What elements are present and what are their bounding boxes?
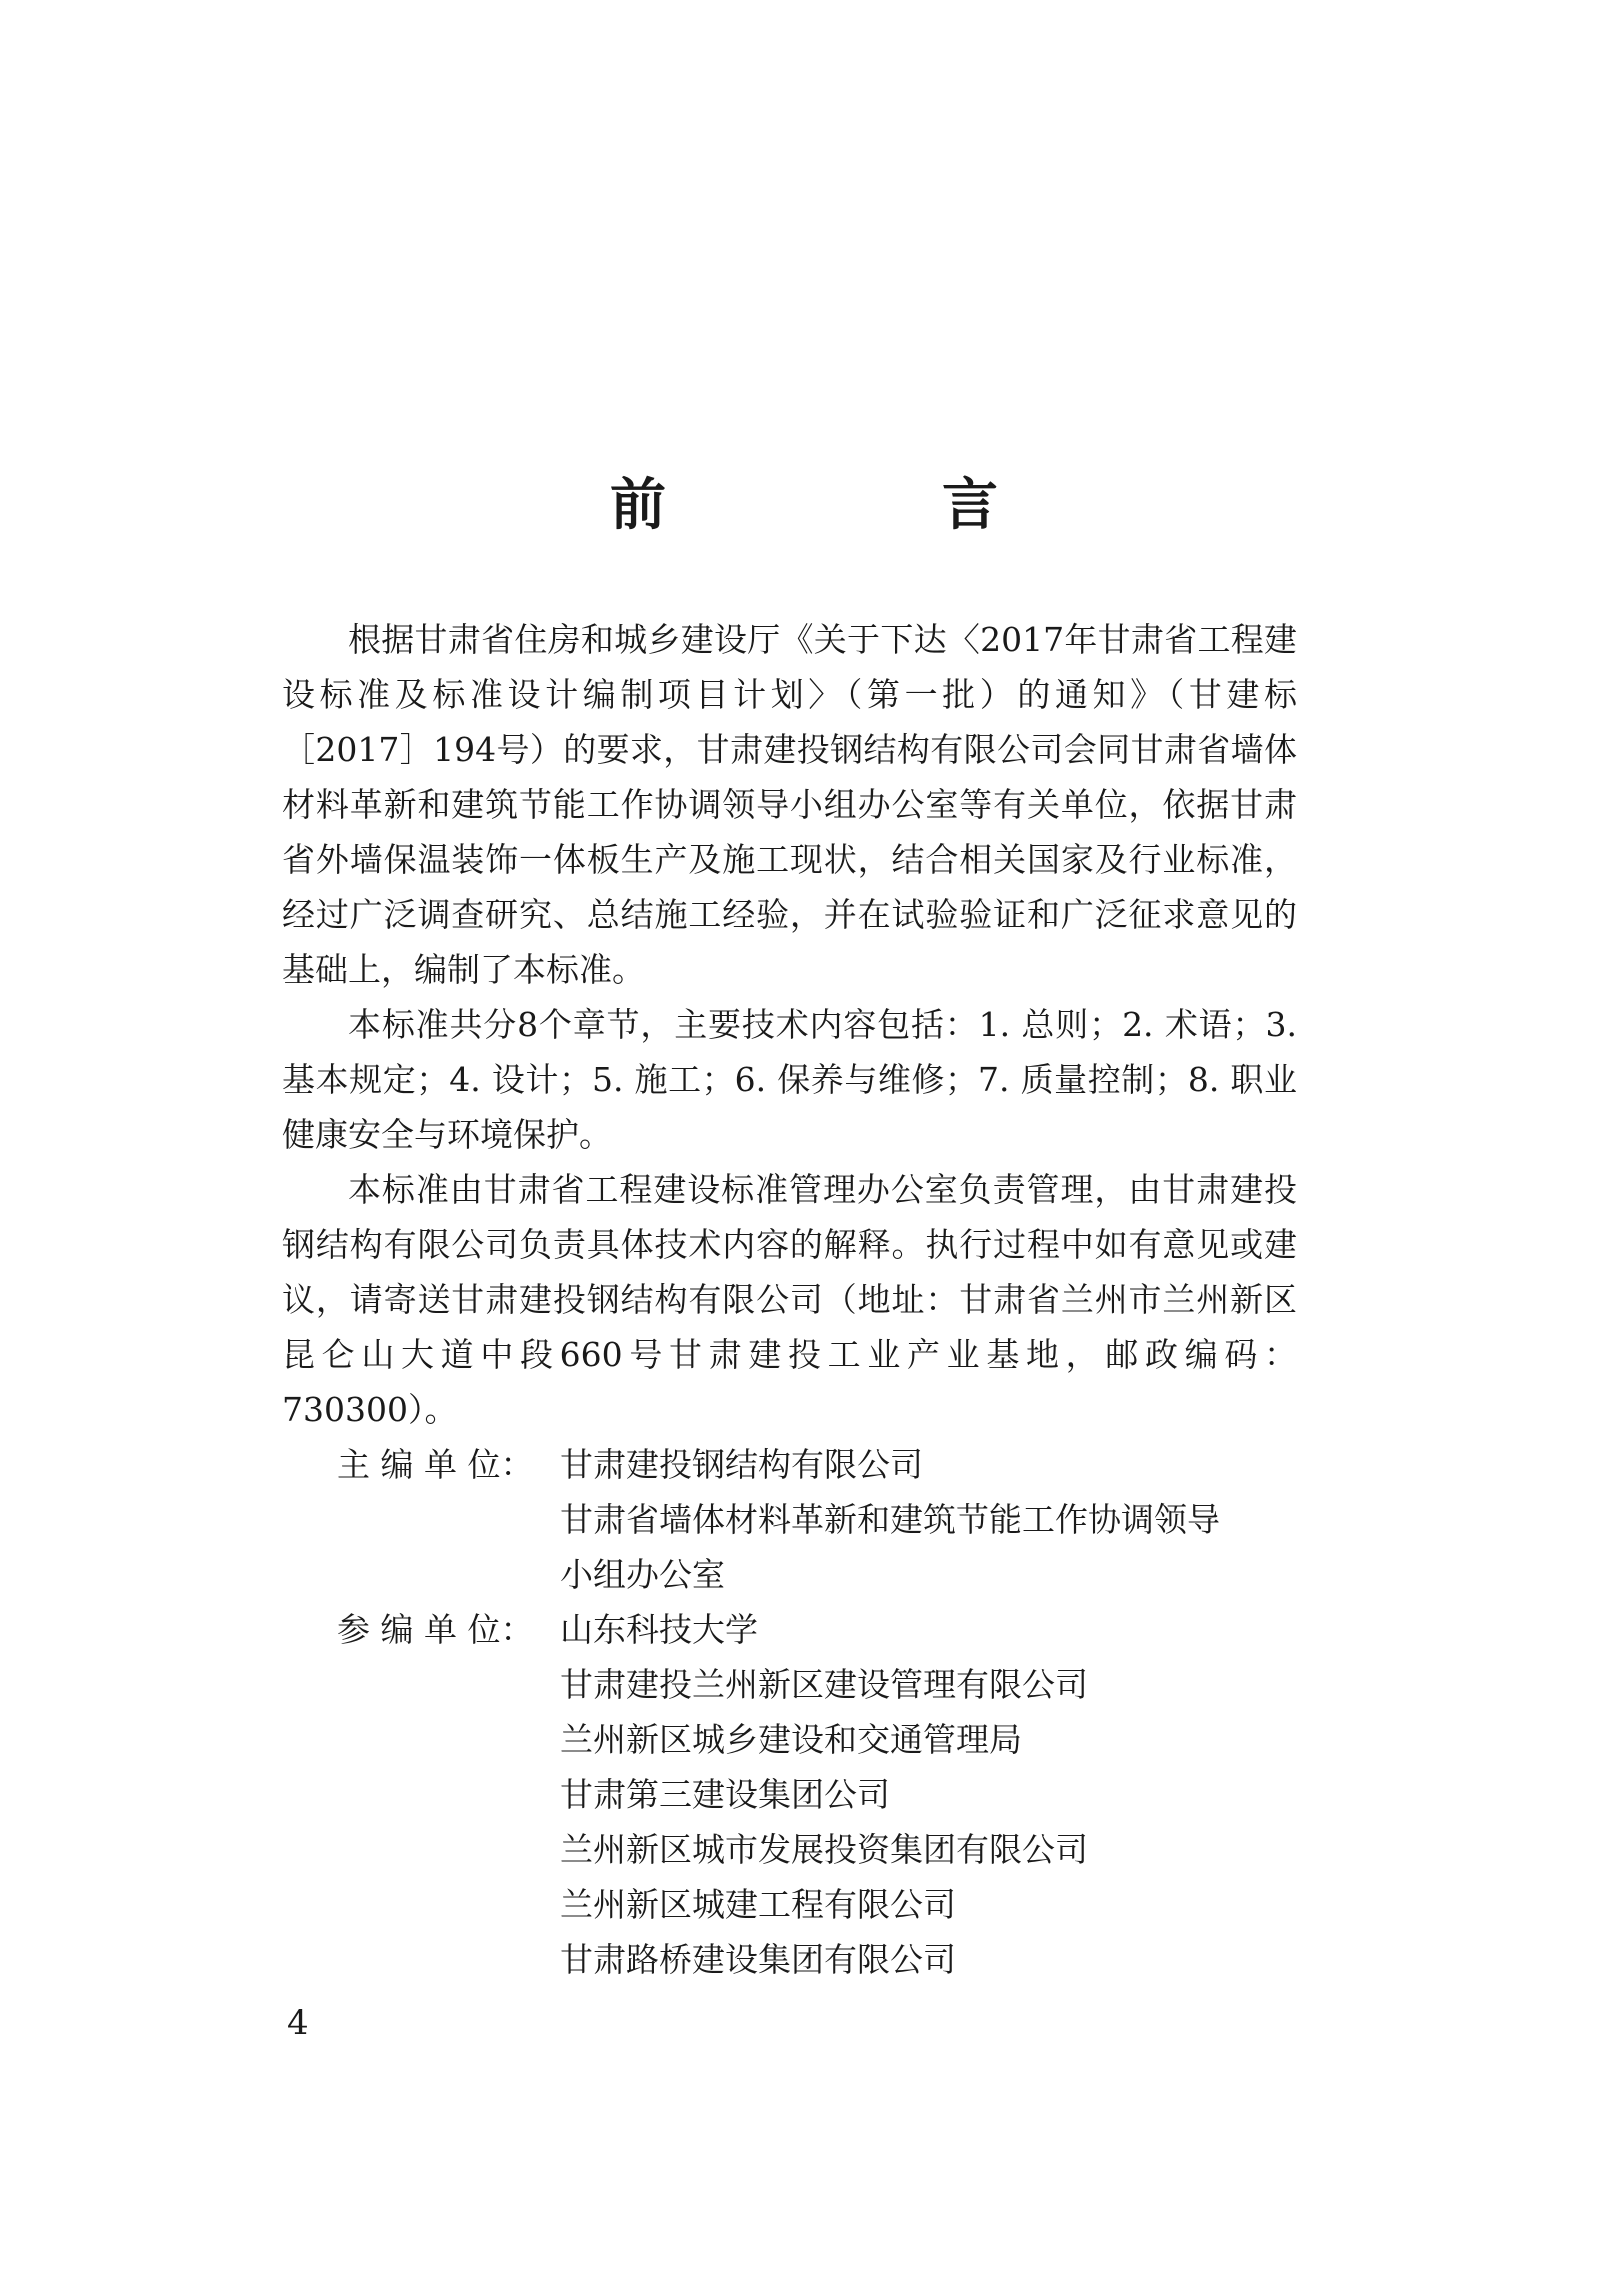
participating-unit-item: 山东科技大学 (560, 1610, 758, 1649)
chief-unit-item: 甘肃建投钢结构有限公司 (560, 1445, 923, 1484)
units-section (282, 1437, 1297, 1987)
preface-body (282, 612, 1297, 1987)
page-number: 4 (287, 2003, 309, 2043)
chief-unit-item: 小组办公室 (560, 1555, 725, 1594)
paragraph-contents: 本标准共分8个章节，主要技术内容包括：1. 总则；2. 术语；3. 基本规定；4. 设计；5. 施工；6. 保养与维修；7. 质量控制；8. 职业健康安全与环境保护。 (282, 1005, 1297, 1154)
paragraph-management: 本标准由甘肃省工程建设标准管理办公室负责管理，由甘肃建投钢结构有限公司负责具体技术内容的解释。执行过程中如有意见或建议，请寄送甘肃建投钢结构有限公司（地址：甘肃省兰州市兰州新区昆仑山大道中段660号甘肃建投工业产业基地，邮政编码：730300）。 (282, 1170, 1297, 1429)
participating-units (282, 1602, 1297, 1987)
participating-units-label: 参 编 单 位： (337, 1610, 534, 1649)
participating-unit-item: 甘肃第三建设集团公司 (560, 1775, 890, 1814)
participating-units-list (560, 1602, 1297, 1987)
participating-unit-item: 甘肃路桥建设集团有限公司 (560, 1940, 956, 1979)
chief-units (282, 1437, 1297, 1602)
page-title: 前 言 (610, 472, 1108, 538)
paragraph-basis: 根据甘肃省住房和城乡建设厅《关于下达〈2017年甘肃省工程建设标准及标准设计编制项目计划〉（第一批）的通知》（甘建标［2017］194号）的要求，甘肃建投钢结构有限公司会同甘肃省墙体材料革新和建筑节能工作协调领导小组办公室等有关单位，依据甘肃省外墙保温装饰一体板生产及施工现状，结合相关国家及行业标准，经过广泛调查研究、总结施工经验，并在试验验证和广泛征求意见的基础上，编制了本标准。 (282, 620, 1297, 989)
chief-unit-item: 甘肃省墙体材料革新和建筑节能工作协调领导 (560, 1500, 1220, 1539)
participating-unit-item: 兰州新区城市发展投资集团有限公司 (560, 1830, 1088, 1869)
chief-units-list (560, 1437, 1297, 1602)
chief-units-label: 主 编 单 位： (337, 1445, 534, 1484)
participating-unit-item: 兰州新区城乡建设和交通管理局 (560, 1720, 1022, 1759)
participating-unit-item: 甘肃建投兰州新区建设管理有限公司 (560, 1665, 1088, 1704)
participating-unit-item: 兰州新区城建工程有限公司 (560, 1885, 956, 1924)
